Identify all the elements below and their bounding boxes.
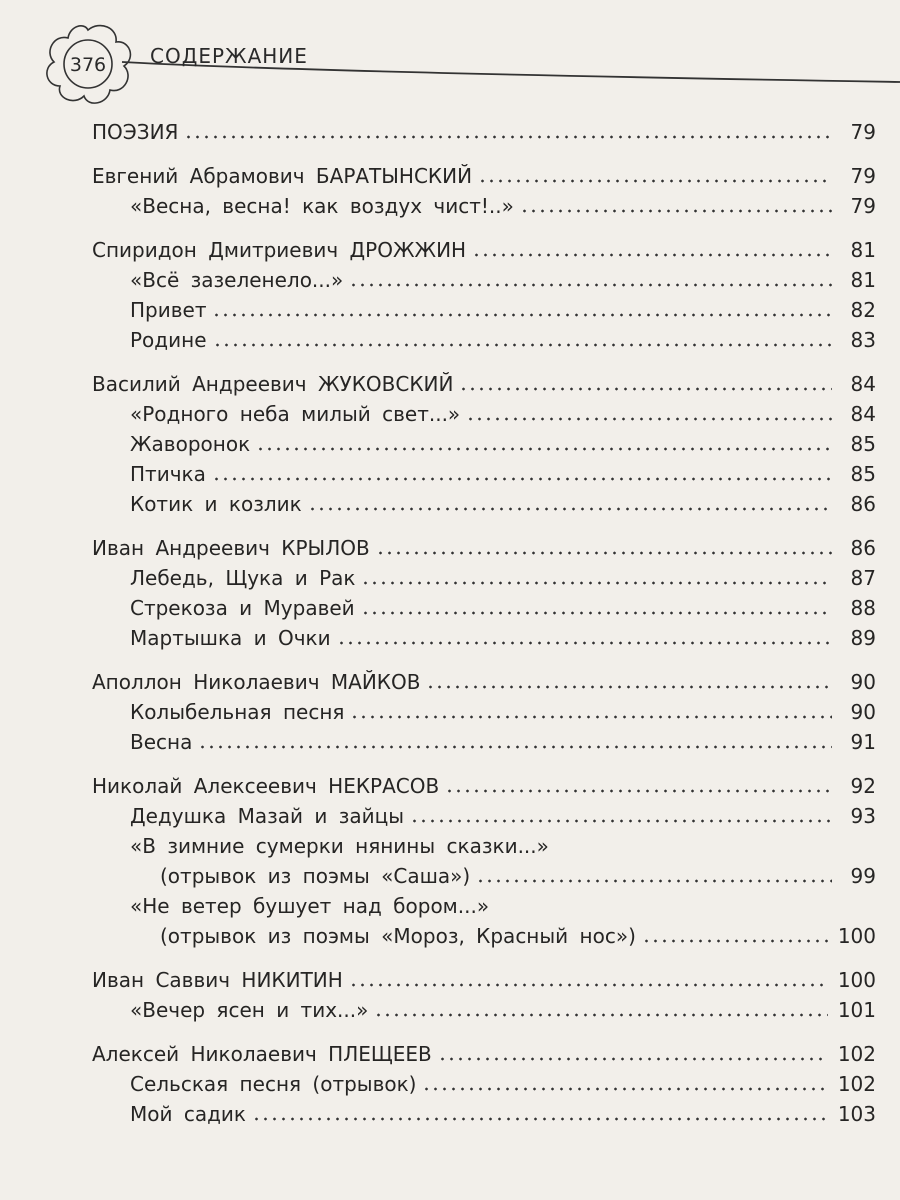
page-number: 100 xyxy=(837,924,876,948)
toc-entry xyxy=(92,1072,876,1102)
toc-section xyxy=(92,536,876,656)
dot-leader xyxy=(308,507,832,511)
toc-entry xyxy=(92,402,876,432)
toc-entry xyxy=(92,626,876,656)
page-number: 86 xyxy=(850,492,876,516)
toc-author-entry xyxy=(92,372,876,402)
toc-entry xyxy=(92,804,876,834)
entry-title: Птичка xyxy=(130,462,206,486)
toc-entry xyxy=(92,998,876,1028)
dot-leader xyxy=(466,417,832,421)
page-number: 93 xyxy=(850,804,876,828)
toc-author-entry xyxy=(92,164,876,194)
entry-title: ПОЭЗИЯ xyxy=(92,120,179,144)
toc-entry xyxy=(92,730,876,760)
dot-leader xyxy=(410,819,832,823)
dot-leader xyxy=(252,1117,828,1121)
toc-section xyxy=(92,120,876,150)
entry-title: Родине xyxy=(130,328,207,352)
entry-title: Котик и козлик xyxy=(130,492,302,516)
toc-entry xyxy=(92,298,876,328)
page-header xyxy=(0,0,900,110)
page-number: 79 xyxy=(850,164,876,188)
flower-badge-icon xyxy=(0,0,900,110)
dot-leader xyxy=(184,135,832,139)
entry-title: «Вечер ясен и тих...» xyxy=(130,998,369,1022)
page-number: 81 xyxy=(850,238,876,262)
entry-title: Василий Андреевич ЖУКОВСКИЙ xyxy=(92,372,454,396)
page-number: 79 xyxy=(850,120,876,144)
dot-leader xyxy=(422,1087,827,1091)
entry-title: Алексей Николаевич ПЛЕЩЕЕВ xyxy=(92,1042,432,1066)
toc-author-entry xyxy=(92,120,876,150)
entry-title: Мой садик xyxy=(130,1102,247,1126)
entry-title: Лебедь, Щука и Рак xyxy=(130,566,356,590)
toc-section xyxy=(92,238,876,358)
entry-title: «Весна, весна! как воздух чист!..» xyxy=(130,194,514,218)
page-number: 103 xyxy=(837,1102,876,1126)
entry-title: Евгений Абрамович БАРАТЫНСКИЙ xyxy=(92,164,473,188)
dot-leader xyxy=(212,313,832,317)
page-number: 100 xyxy=(837,968,876,992)
page-number: 81 xyxy=(850,268,876,292)
toc-section xyxy=(92,968,876,1028)
dot-leader xyxy=(374,1013,827,1017)
page-number: 79 xyxy=(850,194,876,218)
page-number: 88 xyxy=(850,596,876,620)
dot-leader xyxy=(212,477,832,481)
entry-title: Сельская песня (отрывок) xyxy=(130,1072,417,1096)
page-number: 376 xyxy=(69,54,107,76)
dot-leader xyxy=(426,685,832,689)
dot-leader xyxy=(361,581,832,585)
toc-entry xyxy=(92,566,876,596)
dot-leader xyxy=(198,745,832,749)
entry-title: «Всё зазеленело...» xyxy=(130,268,344,292)
toc-section xyxy=(92,774,876,954)
entry-title: Иван Андреевич КРЫЛОВ xyxy=(92,536,370,560)
page-number: 102 xyxy=(837,1072,876,1096)
dot-leader xyxy=(350,715,832,719)
entry-title: Жаворонок xyxy=(130,432,251,456)
page-number: 84 xyxy=(850,402,876,426)
page-number: 91 xyxy=(850,730,876,754)
entry-title: «Не ветер бушует над бором...» xyxy=(130,894,490,918)
dot-leader xyxy=(361,611,832,615)
toc-entry xyxy=(92,864,876,894)
dot-leader xyxy=(337,641,832,645)
page-number: 86 xyxy=(850,536,876,560)
toc-author-entry xyxy=(92,774,876,804)
page-number: 84 xyxy=(850,372,876,396)
page-number: 102 xyxy=(837,1042,876,1066)
toc-entry xyxy=(92,1102,876,1132)
table-of-contents xyxy=(92,120,876,1146)
page-number: 85 xyxy=(850,432,876,456)
page-number: 101 xyxy=(837,998,876,1022)
dot-leader xyxy=(349,283,832,287)
dot-leader xyxy=(438,1057,828,1061)
toc-entry xyxy=(92,462,876,492)
dot-leader xyxy=(376,551,832,555)
entry-title: Спиридон Дмитриевич ДРОЖЖИН xyxy=(92,238,467,262)
dot-leader xyxy=(349,983,828,987)
toc-entry xyxy=(92,492,876,522)
entry-title: Весна xyxy=(130,730,193,754)
dot-leader xyxy=(478,179,832,183)
toc-author-entry xyxy=(92,536,876,566)
dot-leader xyxy=(213,343,832,347)
dot-leader xyxy=(642,939,828,943)
entry-title: Дедушка Мазай и зайцы xyxy=(130,804,404,828)
page-number: 85 xyxy=(850,462,876,486)
toc-entry xyxy=(92,700,876,730)
page-number: 89 xyxy=(850,626,876,650)
entry-title: (отрывок из поэмы «Саша») xyxy=(160,864,471,888)
toc-entry xyxy=(92,432,876,462)
page-number: 92 xyxy=(850,774,876,798)
toc-entry xyxy=(92,834,876,864)
toc-entry xyxy=(92,328,876,358)
toc-entry xyxy=(92,268,876,298)
page-number: 82 xyxy=(850,298,876,322)
running-header-title: СОДЕРЖАНИЕ xyxy=(150,44,308,68)
toc-section xyxy=(92,164,876,224)
dot-leader xyxy=(256,447,832,451)
entry-title: (отрывок из поэмы «Мороз, Красный нос») xyxy=(160,924,636,948)
dot-leader xyxy=(445,789,832,793)
toc-author-entry xyxy=(92,1042,876,1072)
entry-title: Привет xyxy=(130,298,207,322)
toc-section xyxy=(92,1042,876,1132)
page-number: 90 xyxy=(850,670,876,694)
entry-title: Иван Саввич НИКИТИН xyxy=(92,968,343,992)
page-number: 90 xyxy=(850,700,876,724)
toc-entry xyxy=(92,596,876,626)
toc-author-entry xyxy=(92,238,876,268)
dot-leader xyxy=(476,879,832,883)
toc-author-entry xyxy=(92,968,876,998)
entry-title: Мартышка и Очки xyxy=(130,626,331,650)
toc-entry xyxy=(92,894,876,924)
entry-title: Аполлон Николаевич МАЙКОВ xyxy=(92,670,421,694)
toc-entry xyxy=(92,924,876,954)
entry-title: Колыбельная песня xyxy=(130,700,345,724)
entry-title: Стрекоза и Муравей xyxy=(130,596,355,620)
entry-title: «В зимние сумерки нянины сказки...» xyxy=(130,834,549,858)
page-number: 99 xyxy=(850,864,876,888)
toc-section xyxy=(92,670,876,760)
toc-entry xyxy=(92,194,876,224)
page-number: 83 xyxy=(850,328,876,352)
dot-leader xyxy=(472,253,832,257)
page-number: 87 xyxy=(850,566,876,590)
entry-title: Николай Алексеевич НЕКРАСОВ xyxy=(92,774,440,798)
entry-title: «Родного неба милый свет...» xyxy=(130,402,461,426)
toc-section xyxy=(92,372,876,522)
dot-leader xyxy=(459,387,832,391)
toc-author-entry xyxy=(92,670,876,700)
dot-leader xyxy=(520,209,832,213)
